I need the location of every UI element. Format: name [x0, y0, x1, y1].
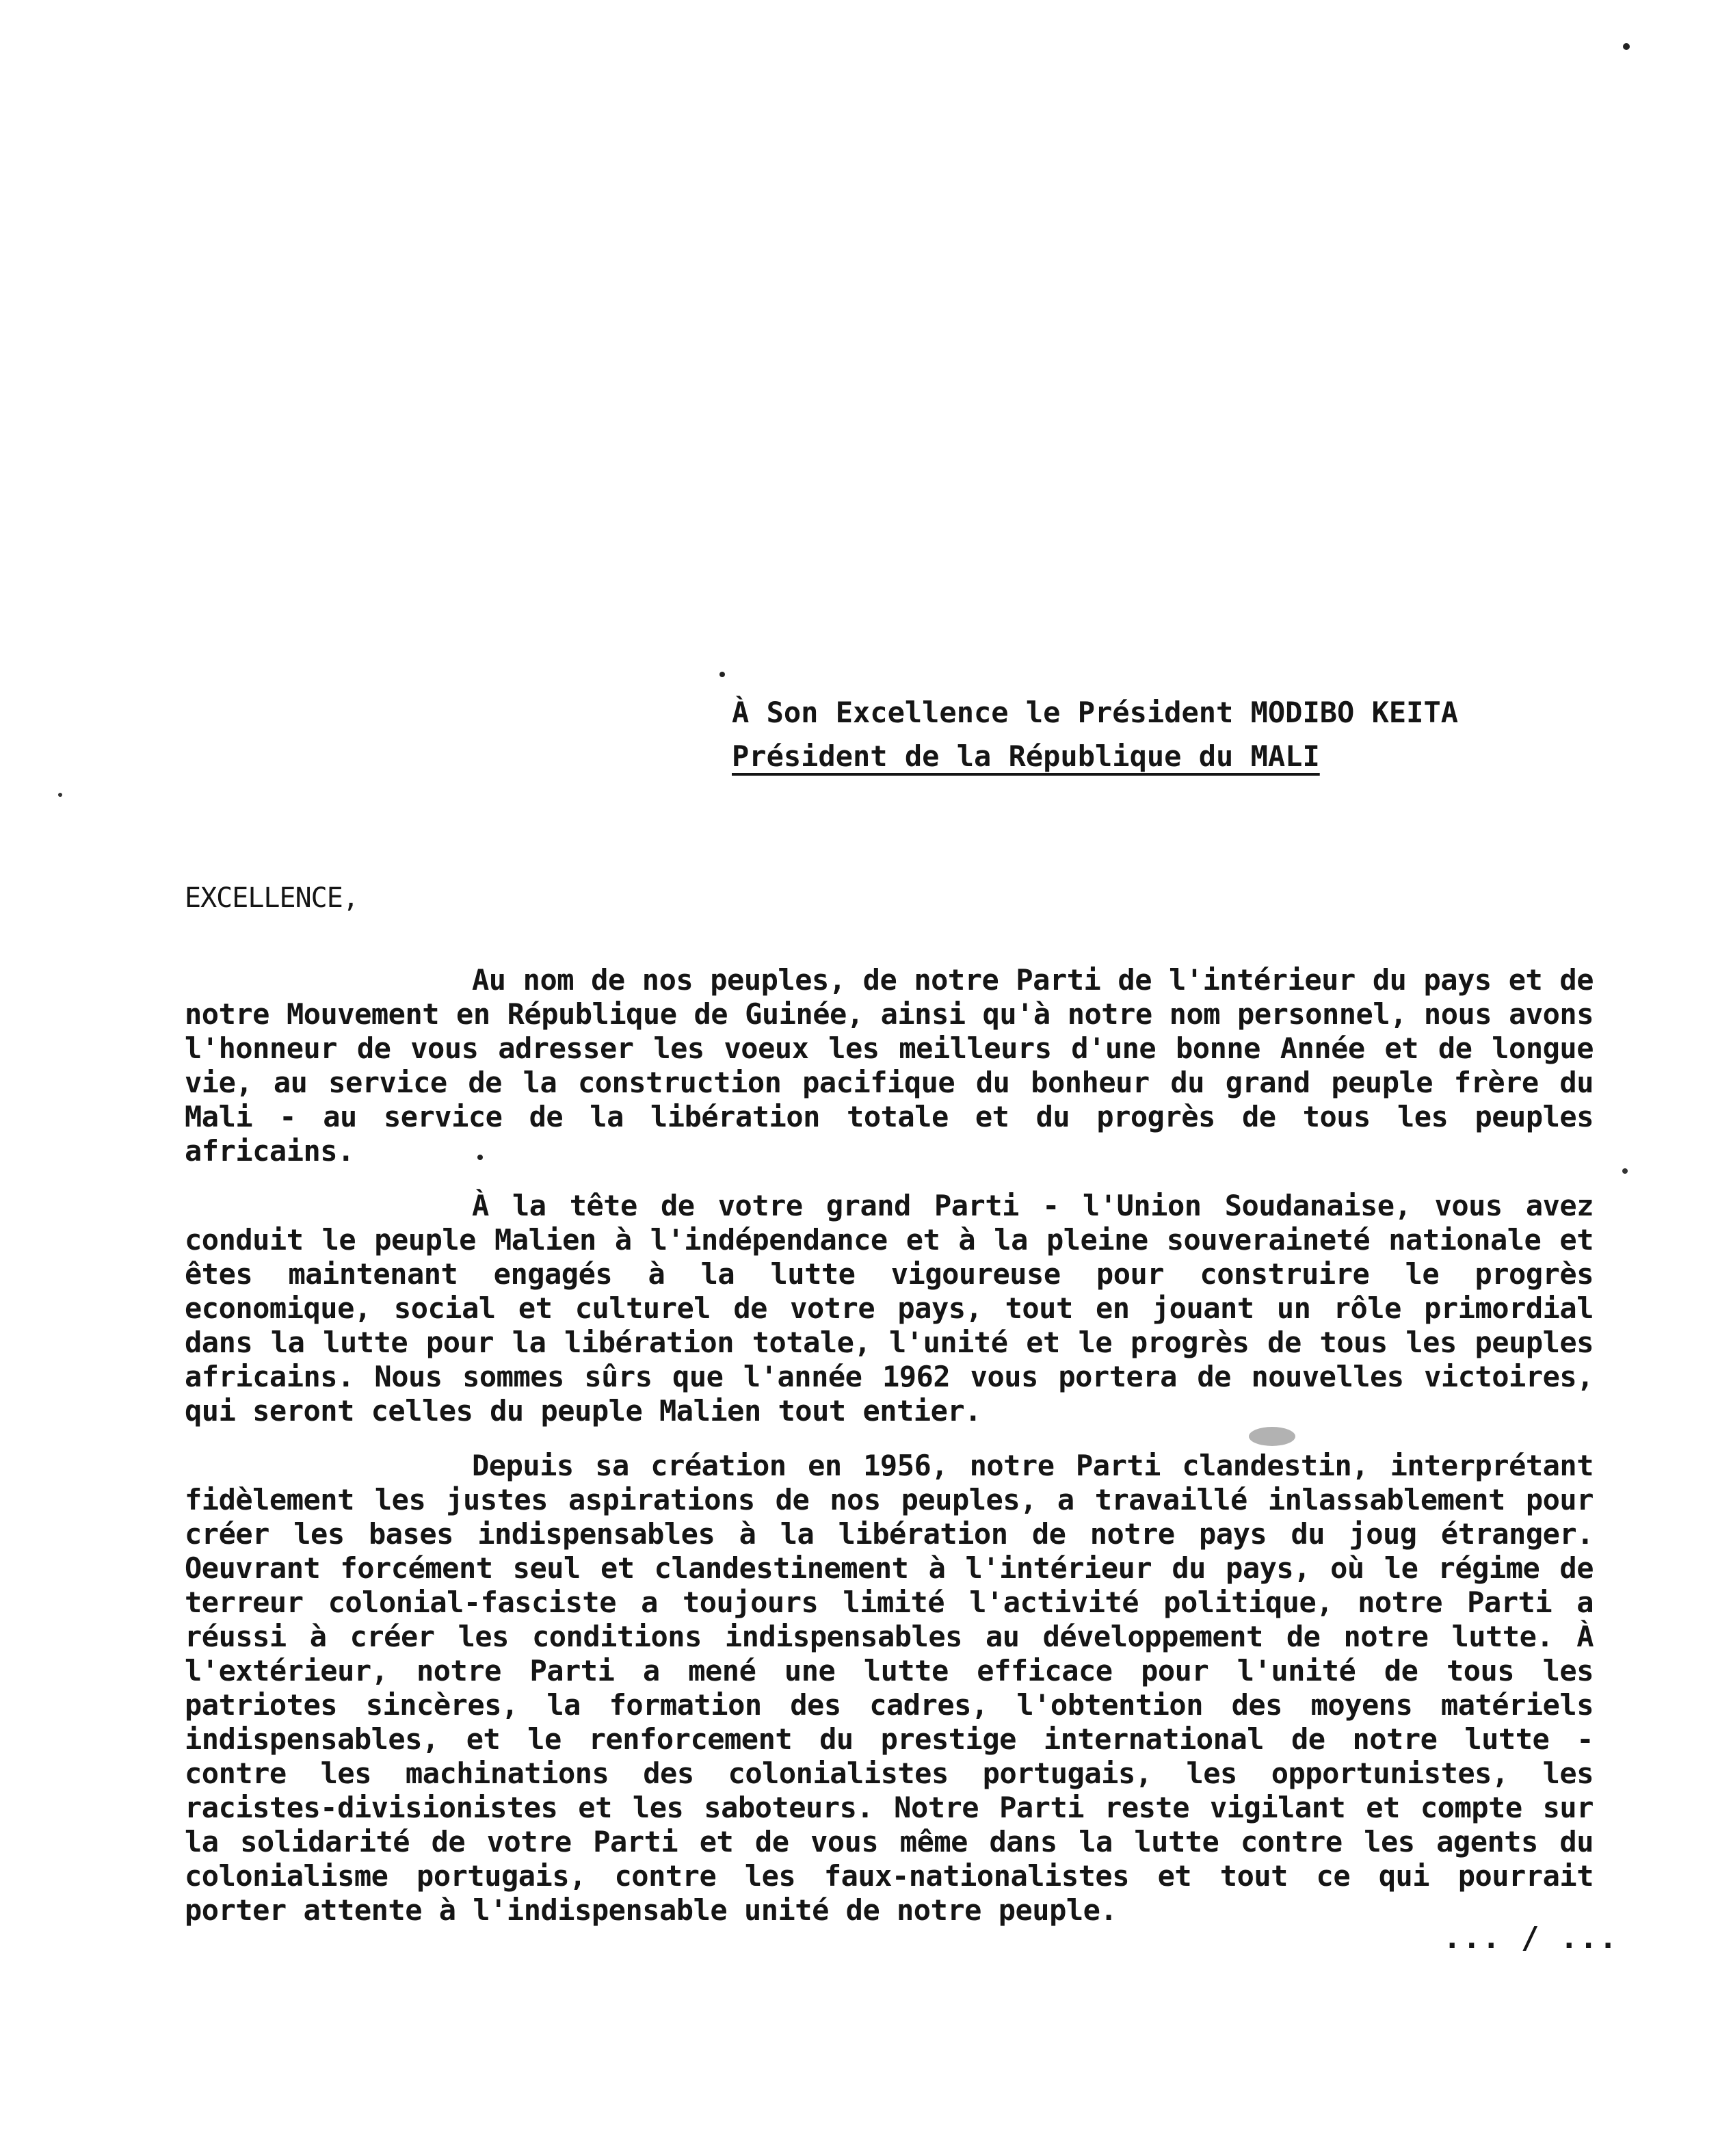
- salutation: EXCELLENCE,: [185, 882, 358, 914]
- scan-speck: [58, 793, 62, 797]
- scan-speck: [1622, 1168, 1628, 1174]
- paragraph: À la tête de votre grand Parti - l'Union Soudanaise, vous avez conduit le peuple Malien à l'indépendance et à la pleine souveraineté nationale et êtes maintenant engagés à la lutte vigoureuse pour construire le progrès economique, social et culturel de votre pays, tout en jouant un rôle primordial dans la lutte pour la libération totale, l'unité et le progrès de tous les peuples africains. Nous sommes sûrs que l'année 1962 vous portera de nouvelles victoires, qui seront celles du peuple Malien tout entier.: [185, 1189, 1594, 1428]
- addressee-line-1: À Son Excellence le Président MODIBO KEITA: [732, 696, 1459, 729]
- letter-body: [185, 963, 1594, 1948]
- addressee-block: [732, 691, 1621, 778]
- paragraph: Depuis sa création en 1956, notre Parti clandestin, interprétant fidèlement les justes aspirations de nos peuples, a travaillé inlassablement pour créer les bases indispensables à la libération de notre pays du joug étranger. Oeuvrant forcément seul et clandestinement à l'intérieur du pays, où le régime de terreur colonial-fasciste a toujours limité l'activité politique, notre Parti a réussi à créer les conditions indispensables au développement de notre lutte. À l'extérieur, notre Parti a mené une lutte efficace pour l'unité de tous les patriotes sincères, la formation des cadres, l'obtention des moyens matériels indispensables, et le renforcement du prestige international de notre lutte - contre les machinations des colonialistes portugais, les opportunistes, les racistes-divisionistes et les saboteurs. Notre Parti reste vigilant et compte sur la solidarité de votre Parti et de vous même dans la lutte contre les agents du colonialisme portugais, contre les faux-nationalistes et tout ce qui pourrait porter attente à l'indispensable unité de notre peuple.: [185, 1449, 1594, 1927]
- paragraph: Au nom de nos peuples, de notre Parti de l'intérieur du pays et de notre Mouvement en République de Guinée, ainsi qu'à notre nom personnel, nous avons l'honneur de vous adresser les voeux les meilleurs d'une bonne Année et de longue vie, au service de la construction pacifique du bonheur du grand peuple frère du Mali - au service de la libération totale et du progrès de tous les peuples africains.: [185, 963, 1594, 1168]
- scan-speck: [719, 672, 725, 677]
- addressee-line-2: Président de la République du MALI: [732, 739, 1320, 773]
- scan-speck: [1623, 43, 1630, 50]
- continuation-mark: ... / ...: [1443, 1921, 1619, 1956]
